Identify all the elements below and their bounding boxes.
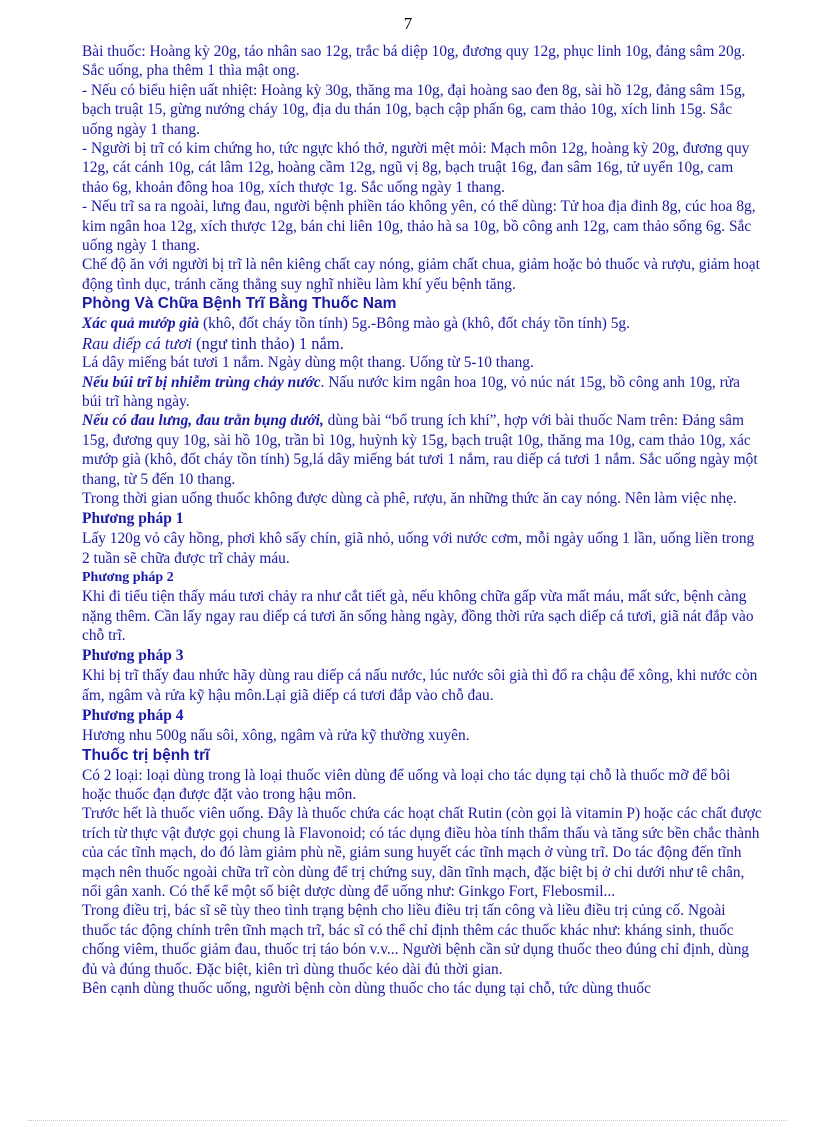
emphasis-text: Nếu có đau lưng, đau trằn bụng dưới,	[82, 412, 324, 430]
paragraph-phuong-phap-1: Lấy 120g vỏ cây hồng, phơi khô sấy chín, giã nhỏ, uống với nước cơm, mỗi ngày uống 1 lần, uống liền trong 2 tuần sẽ chữa được trĩ chảy máu.	[82, 530, 755, 567]
section-heading-thuoc-tri: Thuốc trị bệnh trĩ	[82, 746, 210, 764]
document-body	[82, 42, 762, 998]
paragraph-uat-nhiet: - Nếu có biểu hiện uất nhiệt: Hoàng kỳ 30g, thăng ma 10g, đại hoàng sao đen 8g, sài hồ 12g, đảng sâm 15g, bạch truật 15, gừng nướng cháy 10g, địa du thán 10g, bạch cập phấn 6g, cam thảo 10g, xích linh 15g. Sắc uống ngày 1 thang.	[82, 81, 746, 138]
paragraph-la-day: Lá dây miếng bát tươi 1 nắm. Ngày dùng một thang. Uống từ 5-10 thang.	[82, 354, 534, 372]
body-text: . Nấu nước kim ngân hoa 10g, vỏ núc nát 15g, bồ công anh 10g, rửa búi trĩ hàng ngày.	[82, 373, 740, 410]
paragraph-che-do-an: Chế độ ăn với người bị trĩ là nên kiêng chất cay nóng, giảm chất chua, giảm hoặc bỏ thuốc và rượu, giảm hoạt động tình dục, tránh căng thẳng suy nghĩ nhiều làm khí yếu bệnh tăng.	[82, 256, 760, 293]
paragraph-co-2-loai: Có 2 loại: loại dùng trong là loại thuốc viên dùng để uống và loại cho tác dụng tại chỗ là thuốc mỡ để bôi hoặc thuốc đạn được đặt vào trong hậu môn.	[82, 766, 731, 803]
paragraph-phuong-phap-4: Hương nhu 500g nấu sôi, xông, ngâm và rửa kỹ thường xuyên.	[82, 727, 470, 745]
paragraph-rau-diep	[82, 334, 762, 353]
section-heading-phong-va-chua: Phòng Và Chữa Bệnh Trĩ Bằng Thuốc Nam	[82, 295, 397, 313]
heading-phuong-phap-3: Phương pháp 3	[82, 647, 184, 665]
paragraph-dau-lung	[82, 411, 762, 489]
body-text: (khô, đốt cháy tồn tính) 5g.-Bông mào gà (khô, đốt cháy tồn tính) 5g.	[199, 315, 630, 333]
paragraph-trong-thoi-gian: Trong thời gian uống thuốc không được dùng cà phê, rượu, ăn những thức ăn cay nóng. Nên làm việc nhẹ.	[82, 489, 737, 507]
paragraph-xac-qua	[82, 314, 762, 333]
paragraph-truoc-het: Trước hết là thuốc viên uống. Đây là thuốc chứa các hoạt chất Rutin (còn gọi là vitamin P) hoặc các chất được trích từ thực vật được gọi chung là Flavonoid; có tác dụng điều hòa tính thẩm thấu và tăng sức bền chắc thành của các tĩnh mạch, do đó làm giảm phù nề, giảm sung huyết các tĩnh mạch ở vùng trĩ. Do tác động đến tĩnh mạch nên thuốc ngoài chữa trĩ còn dùng để trị chứng suy, dãn tĩnh mạch, đặc biệt bị ở chi dưới như tê chân, nổi gân xanh. Có thể kể một số biệt dược dùng để uống như: Ginkgo Fort, Flebosmil...	[82, 805, 762, 901]
heading-phuong-phap-4: Phương pháp 4	[82, 707, 184, 725]
page-bottom-rule	[28, 1120, 788, 1121]
heading-phuong-phap-2: Phương pháp 2	[82, 570, 174, 586]
paragraph-tri-sa-ra: - Nếu trĩ sa ra ngoài, lưng đau, người bệnh phiền táo không yên, có thể dùng: Tử hoa địa đinh 8g, cúc hoa 8g, kim ngân hoa 12g, xích thược 12g, bán chi liên 10g, thảo hà sa 10g, bồ công anh 12g, cam thảo sống 6g. Sắc uống ngày 1 thang.	[82, 198, 756, 255]
paragraph-phuong-phap-3: Khi bị trĩ thấy đau nhức hãy dùng rau diếp cá nấu nước, lúc nước sôi già thì đổ ra chậu để xông, khi nước còn ấm, ngâm và rửa kỹ hậu môn.Lại giã diếp cá tươi đắp vào chỗ đau.	[82, 667, 758, 704]
paragraph-ben-canh: Bên cạnh dùng thuốc uống, người bệnh còn dùng thuốc cho tác dụng tại chỗ, tức dùng thuốc	[82, 980, 651, 998]
body-text: dùng bài “bổ trung ích khí”, hợp với bài thuốc Nam trên: Đảng sâm 15g, đương quy 10g, sài hồ 10g, trần bì 10g, huỳnh kỳ 15g, bạch truật 10g, thăng ma 10g, cam thảo 10g, xác mướp già (khô, đốt cháy tồn tính) 5g,lá dây miếng bát tươi 1 nắm, rau diếp cá tươi 1 nắm. Sắc uống ngày một thang, từ 5 đến 10 thang.	[82, 412, 758, 488]
page-number: 7	[403, 14, 413, 33]
paragraph-kim-chung-ho: - Người bị trĩ có kim chứng ho, tức ngực khó thở, người mệt mỏi: Mạch môn 12g, hoàng kỳ 20g, đương quy 12g, cát cánh 10g, cát lâm 12g, hoàng cầm 12g, ngũ vị 8g, bạch truật 16g, đan sâm 16g, tử uyển 10g, cam thảo 6g, khoản đông hoa 10g, xích thược 1g. Sắc uống ngày 1 thang.	[82, 140, 750, 196]
paragraph-bui-tri	[82, 373, 762, 412]
body-text: (ngư tinh thảo) 1 nắm.	[191, 333, 344, 353]
paragraph-bai-thuoc: Bài thuốc: Hoàng kỳ 20g, táo nhân sao 12g, trắc bá diệp 10g, đương quy 12g, phục linh 10g, đảng sâm 20g. Sắc uống, pha thêm 1 thìa mật ong.	[82, 43, 746, 80]
paragraph-phuong-phap-2: Khi đi tiểu tiện thấy máu tươi chảy ra như cắt tiết gà, nếu không chữa gấp vừa mất máu, mất sức, bệnh càng nặng thêm. Cần lấy ngay rau diếp cá tươi ăn sống hàng ngày, đồng thời rửa sạch diếp cá tươi, giã nát đắp vào chỗ trĩ.	[82, 588, 754, 644]
heading-phuong-phap-1: Phương pháp 1	[82, 510, 184, 528]
emphasis-text: Nếu búi trĩ bị nhiễm trùng chảy nước	[82, 373, 321, 391]
paragraph-trong-dieu-tri: Trong điều trị, bác sĩ sẽ tùy theo tình trạng bệnh cho liều điều trị tấn công và liều điều trị củng cố. Ngoài thuốc tác động chính trên tĩnh mạch trĩ, bác sĩ có thể chỉ định thêm các thuốc khác như: kháng sinh, thuốc chống viêm, thuốc giảm đau, thuốc trị táo bón v.v... Người bệnh cần sử dụng thuốc theo đúng chỉ định, dùng đủ và đúng thuốc. Đặc biệt, kiên trì dùng thuốc kéo dài đủ thời gian.	[82, 902, 749, 978]
emphasis-text: Rau diếp cá tươi	[82, 333, 192, 353]
emphasis-text: Xác quả mướp già	[82, 315, 200, 333]
